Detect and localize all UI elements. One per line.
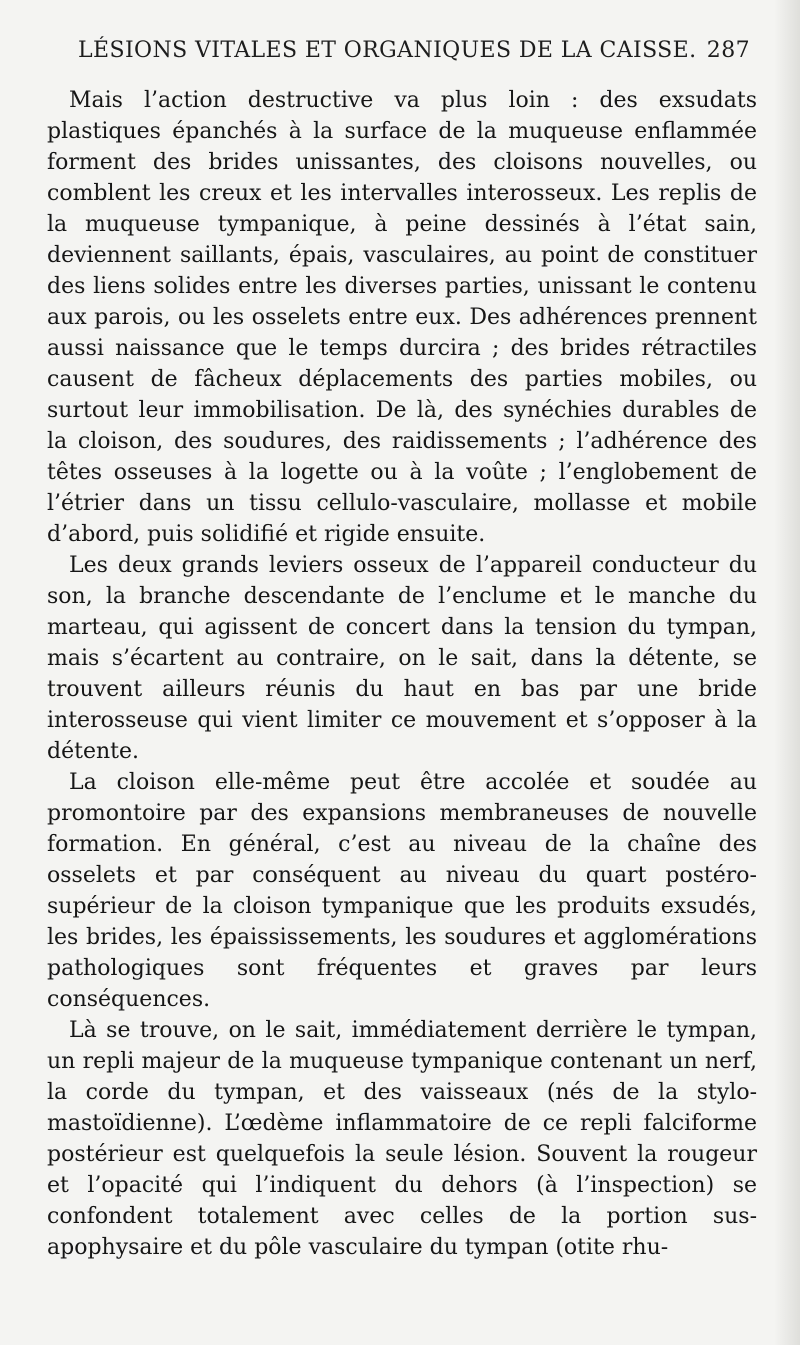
paragraph: Les deux grands leviers osseux de l’appareil conducteur du son, la branche descendante de l’enclume et le manche du marteau, qui agissent de concert dans la tension du tympan, mais s’écartent au contraire, on le sait, dans la détente, se trouvent ailleurs réunis du haut en bas par une bride interosseuse qui vient limiter ce mouvement et s’opposer à la détente.	[47, 553, 757, 764]
paragraph: La cloison elle-même peut être accolée et soudée au promontoire par des expansions membraneuses de nouvelle formation. En général, c’est au niveau de la chaîne des osselets et par conséquent au niveau du quart postéro-supérieur de la cloison tympanique que les produits exsudés, les brides, les épaississements, les soudures et agglomérations pathologiques sont fréquentes et graves par leurs conséquences.	[47, 770, 757, 1012]
paragraph: Mais l’action destructive va plus loin : des exsudats plastiques épanchés à la surface de la muqueuse enflammée forment des brides unissantes, des cloisons nouvelles, ou comblent les creux et les intervalles interosseux. Les replis de la muqueuse tympanique, à peine dessinés à l’état sain, deviennent saillants, épais, vasculaires, au point de constituer des liens solides entre les diverses parties, unissant le contenu aux parois, ou les osselets entre eux. Des adhérences prennent aussi naissance que le temps durcira ; des brides rétractiles causent de fâcheux déplacements des parties mobiles, ou surtout leur immobilisation. De là, des synéchies durables de la cloison, des soudures, des raidissements ; l’adhérence des têtes osseuses à la logette ou à la voûte ; l’englobement de l’étrier dans un tissu cellulo-vasculaire, mollasse et mobile d’abord, puis solidifié et rigide ensuite.	[47, 88, 757, 547]
page-edge-shadow	[774, 0, 800, 1345]
page-number: 287	[706, 38, 750, 63]
page-header	[78, 38, 758, 72]
running-title: LÉSIONS VITALES ET ORGANIQUES DE LA CAISSE.	[78, 38, 697, 63]
paragraph: Là se trouve, on le sait, immédiatement derrière le tympan, un repli majeur de la muqueuse tympanique contenant un nerf, la corde du tympan, et des vaisseaux (nés de la stylo-mastoïdienne). L’œdème inflammatoire de ce repli falciforme postérieur est quelquefois la seule lésion. Souvent la rougeur et l’opacité qui l’indiquent du dehors (à l’inspection) se confondent totalement avec celles de la portion sus-apophysaire et du pôle vasculaire du tympan (otite rhu-	[47, 1018, 757, 1260]
body-text	[47, 85, 757, 1263]
